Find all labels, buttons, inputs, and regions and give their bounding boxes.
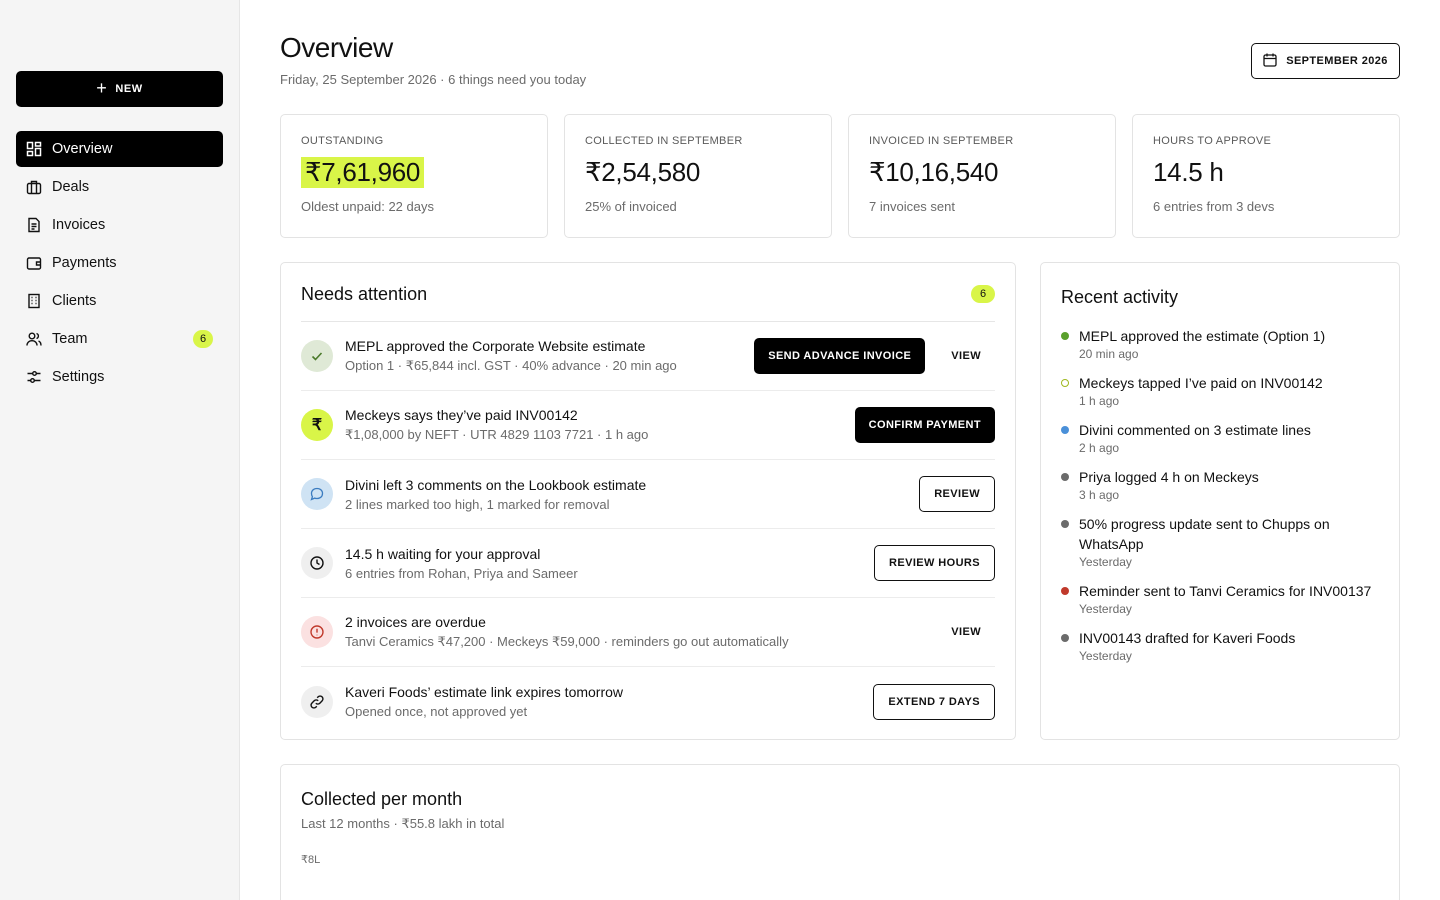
attention-title: Kaveri Foods’ estimate link expires tomorrow <box>345 684 624 700</box>
activity-item[interactable] <box>1061 373 1379 408</box>
sidebar-item-payments[interactable] <box>16 245 223 281</box>
collected-title: Collected per month <box>301 789 463 809</box>
stat-value: 14.5 h <box>1153 157 1224 187</box>
stat-label: OUTSTANDING <box>301 135 384 147</box>
activity-body <box>1079 326 1325 361</box>
plus-icon: + <box>96 78 108 98</box>
sidebar-item-clients[interactable] <box>16 283 223 319</box>
stat-value: ₹10,16,540 <box>869 157 999 187</box>
recent-activity-panel <box>1040 262 1400 740</box>
sidebar <box>0 0 240 900</box>
attention-title: 2 invoices are overdue <box>345 614 486 630</box>
collected-per-month-panel <box>280 764 1400 900</box>
attention-text <box>345 546 874 581</box>
stat-note: 25% of invoiced <box>585 199 677 214</box>
review-hours-button[interactable]: REVIEW HOURS <box>874 545 995 581</box>
stat-card-collected[interactable] <box>564 114 832 238</box>
activity-item[interactable] <box>1061 420 1379 455</box>
activity-item[interactable] <box>1061 467 1379 502</box>
attention-meta: Option 1 · ₹65,844 incl. GST · 40% advance · 20 min ago <box>345 358 677 373</box>
sidebar-item-label: Clients <box>52 293 97 309</box>
attention-text <box>345 684 873 719</box>
attention-title: 14.5 h waiting for your approval <box>345 545 541 562</box>
stat-label: COLLECTED IN SEPTEMBER <box>585 135 743 147</box>
attention-text <box>345 614 925 650</box>
attention-title: MEPL approved the Corporate Website estimate <box>345 338 646 354</box>
users-icon <box>26 331 42 347</box>
activity-body <box>1079 514 1379 569</box>
attention-text <box>345 477 919 512</box>
stat-card-outstanding[interactable] <box>280 114 548 238</box>
activity-item[interactable] <box>1061 326 1379 361</box>
activity-text: Priya logged 4 h on Meckeys <box>1079 469 1259 485</box>
sidebar-item-label: Settings <box>52 369 105 385</box>
activity-text: Meckeys tapped I’ve paid on INV00142 <box>1079 375 1323 391</box>
stat-cards <box>280 114 1400 238</box>
activity-time: 2 h ago <box>1079 441 1120 455</box>
activity-body <box>1079 467 1259 502</box>
activity-body <box>1079 373 1323 408</box>
activity-text: Divini commented on 3 estimate lines <box>1079 422 1311 438</box>
attention-meta: Opened once, not approved yet <box>345 704 528 719</box>
stat-note: 7 invoices sent <box>869 199 955 214</box>
activity-time: Yesterday <box>1079 649 1132 663</box>
stat-card-invoiced[interactable] <box>848 114 1116 238</box>
page-title: Overview <box>280 32 393 63</box>
attention-title: Divini left 3 comments on the Lookbook estimate <box>345 476 647 493</box>
building-icon <box>26 293 42 309</box>
activity-time: Yesterday <box>1079 602 1132 616</box>
attention-meta: ₹1,08,000 by NEFT · UTR 4829 1103 7721 · 1 h ago <box>345 427 649 442</box>
stat-label: INVOICED IN SEPTEMBER <box>869 135 1014 147</box>
sidebar-item-invoices[interactable] <box>16 207 223 243</box>
recent-activity-title: Recent activity <box>1061 287 1179 307</box>
new-button[interactable] <box>16 71 223 107</box>
comment-icon <box>301 478 333 510</box>
activity-item[interactable] <box>1061 628 1379 663</box>
attention-row <box>301 460 995 529</box>
attention-meta: Tanvi Ceramics ₹47,200 · Meckeys ₹59,000 · reminders go out automatically <box>345 634 789 649</box>
sidebar-item-settings[interactable] <box>16 359 223 395</box>
sliders-icon <box>26 369 42 385</box>
attention-meta: 6 entries from Rohan, Priya and Sameer <box>345 565 578 581</box>
sidebar-item-label: Team <box>52 331 88 347</box>
activity-text: 50% progress update sent to Chupps on WhatsApp <box>1079 516 1330 552</box>
page-subtitle: Friday, 25 September 2026 · 6 things need you today <box>280 72 587 87</box>
activity-text: INV00143 drafted for Kaveri Foods <box>1079 630 1296 646</box>
wallet-icon <box>26 255 42 271</box>
new-button-label: NEW <box>115 83 143 95</box>
alert-icon <box>301 616 333 648</box>
activity-body <box>1079 628 1295 663</box>
activity-time: 3 h ago <box>1079 488 1120 502</box>
confirm-payment-button[interactable]: CONFIRM PAYMENT <box>855 407 995 443</box>
activity-list <box>1061 326 1379 663</box>
status-dot-icon <box>1061 473 1069 481</box>
sidebar-item-deals[interactable] <box>16 169 223 205</box>
status-dot-icon <box>1061 587 1069 595</box>
activity-body <box>1079 581 1371 616</box>
review-button[interactable]: REVIEW <box>919 476 995 512</box>
extend-7-days-button[interactable]: EXTEND 7 DAYS <box>873 684 995 720</box>
needs-attention-header <box>301 263 995 322</box>
team-count-badge: 6 <box>193 330 213 348</box>
attention-text <box>345 338 754 374</box>
sidebar-item-overview[interactable] <box>16 131 223 167</box>
attention-text <box>345 407 855 443</box>
attention-row <box>301 322 995 391</box>
stat-value: ₹2,54,580 <box>585 157 701 187</box>
collected-subtitle: Last 12 months · ₹55.8 lakh in total <box>301 816 505 831</box>
sidebar-nav <box>16 131 223 397</box>
y-axis-tick-label: ₹8L <box>301 854 321 866</box>
view-button[interactable]: VIEW <box>951 350 981 362</box>
rupee-icon: ₹ <box>301 409 333 441</box>
sidebar-item-label: Invoices <box>52 217 106 233</box>
needs-attention-title: Needs attention <box>301 283 428 304</box>
check-icon <box>301 340 333 372</box>
clock-icon <box>301 547 333 579</box>
attention-row <box>301 598 995 667</box>
sidebar-item-label: Payments <box>52 255 117 271</box>
month-picker-button[interactable] <box>1251 43 1400 79</box>
status-dot-icon <box>1061 426 1069 434</box>
send-advance-invoice-button[interactable]: SEND ADVANCE INVOICE <box>754 338 925 374</box>
status-dot-icon <box>1061 520 1069 528</box>
sidebar-item-label: Overview <box>52 141 113 157</box>
sidebar-item-label: Deals <box>52 179 90 195</box>
status-dot-icon <box>1061 332 1069 340</box>
needs-attention-count-badge: 6 <box>971 285 995 303</box>
attention-row <box>301 667 995 736</box>
stat-note: Oldest unpaid: 22 days <box>301 199 434 214</box>
activity-text: MEPL approved the estimate (Option 1) <box>1079 328 1326 344</box>
attention-title: Meckeys says they’ve paid INV00142 <box>345 407 578 423</box>
calendar-icon <box>1263 53 1277 70</box>
grid-icon <box>26 141 42 157</box>
activity-time: Yesterday <box>1079 555 1132 569</box>
document-icon <box>26 217 42 233</box>
sidebar-item-team[interactable] <box>16 321 223 357</box>
status-dot-icon <box>1061 634 1069 642</box>
stat-label: HOURS TO APPROVE <box>1153 135 1272 147</box>
activity-time: 20 min ago <box>1079 347 1139 361</box>
activity-body <box>1079 420 1311 455</box>
activity-text: Reminder sent to Tanvi Ceramics for INV00137 <box>1079 583 1372 599</box>
attention-row <box>301 529 995 598</box>
stat-value: ₹7,61,960 <box>301 157 424 188</box>
view-button[interactable]: VIEW <box>951 626 981 638</box>
stat-note: 6 entries from 3 devs <box>1153 199 1275 214</box>
activity-time: 1 h ago <box>1079 394 1120 408</box>
status-dot-icon <box>1061 379 1069 387</box>
month-picker-label: SEPTEMBER 2026 <box>1286 55 1388 67</box>
link-icon <box>301 686 333 718</box>
activity-item[interactable] <box>1061 581 1379 616</box>
attention-meta: 2 lines marked too high, 1 marked for removal <box>345 496 610 512</box>
activity-item[interactable] <box>1061 514 1379 569</box>
attention-row <box>301 391 995 460</box>
needs-attention-panel <box>280 262 1016 740</box>
briefcase-icon <box>26 179 42 195</box>
stat-card-hours[interactable] <box>1132 114 1400 238</box>
